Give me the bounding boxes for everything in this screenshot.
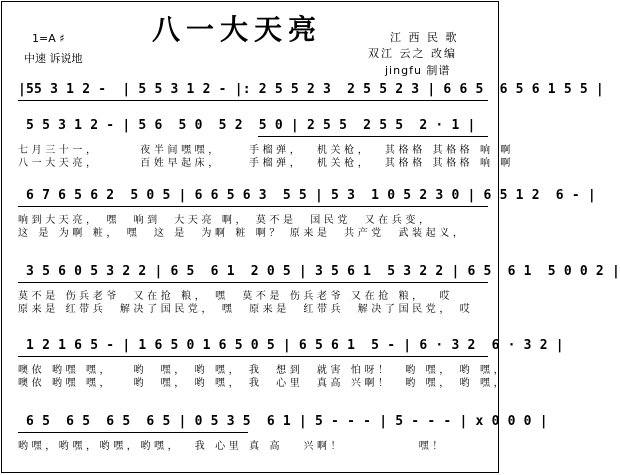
notation-line: 6 7 6 5 6 2 5 0 5 | 6 6 5 6 3 5 5 | 5 3 1 0 5 2 3 0 | 6 5 1 2 6 - | (18, 188, 596, 203)
score-system (18, 118, 515, 170)
beam-underline (18, 100, 488, 101)
notation-line: 5 5 3 1 2 - | 5 6 5 0 5 2 5 0 | 2 5 5 2 5 5 2 · 1 | (18, 118, 476, 133)
beam-underline (18, 432, 248, 433)
beam-underline (258, 136, 488, 137)
beam-underline (18, 282, 488, 283)
credit-transcriber: jingfu 制谱 (385, 64, 451, 77)
notation-line: 1 2 1 6 5 - | 1 6 5 0 1 6 5 0 5 | 6 5 6 1 5 - | 6 · 3 2 6 · 3 2 | (18, 338, 564, 353)
lyrics-verse-1: 七月三十一， 夜半间嘿嘿， 手榴弹， 机关枪， 其格格 其格格 响 啊 (18, 145, 515, 156)
key-signature: 1=A ♯ (32, 32, 65, 45)
beam-underline (18, 206, 488, 207)
lyrics-verse-2: 噢依 哟嘿 嘿， 哟 嘿， 哟 嘿， 我 心里 真高 兴啊！ 哟 嘿， 哟 嘿， (18, 378, 508, 389)
score-system (18, 338, 564, 390)
lyrics-verse-1: 哟嘿，哟嘿，哟嘿，哟嘿， 我 心里 真 高 兴啊！ 嘿！ (18, 441, 446, 452)
lyrics-verse-2: 这 是 为啊 粧， 嘿 这 是 为啊 粧 啊？ 原来是 共产党 武装起义， (18, 228, 467, 239)
lyrics-verse-1: 莫不是 伤兵老爷 又在抢 粮， 嘿 莫不是 伤兵老爷 又在抢 粮， 哎 (18, 291, 453, 302)
score-system (18, 264, 620, 316)
beam-underline (18, 356, 488, 357)
score-system (18, 82, 604, 98)
song-title: 八一大天亮 (152, 13, 323, 46)
credit-origin: 江 西 民 歌 (390, 31, 459, 44)
tempo-marking: 中速 诉说地 (24, 52, 83, 65)
score-system (18, 414, 548, 453)
lyrics-verse-2: 八一大天亮， 百姓早起床， 手榴弹， 机关枪， 其格格 其格格 响 啊 (18, 158, 515, 169)
score-sheet (1, 1, 620, 473)
credit-arranger: 双江 云之 改编 (368, 47, 457, 60)
score-system (18, 188, 596, 240)
notation-line: 3 5 6 0 5 3 2 2 | 6 5 6 1 2 0 5 | 3 5 6 1 5 3 2 2 | 6 5 6 1 5 0 0 2 | (18, 264, 620, 279)
notation-line: |55 3 1 2 - | 5 5 3 1 2 - |: 2 5 5 2 3 2 5 5 2 3 | 6 6 5 6 5 6 1 5 5 | (18, 82, 604, 97)
lyrics-verse-1: 响到大天亮， 嘿 响到 大天亮 啊， 莫不是 国民党 又在兵变， (18, 215, 433, 226)
lyrics-verse-2: 原来是 红带兵 解决了国民党， 嘿 原来是 红带兵 解决了国民党， 哎 (18, 304, 474, 315)
notation-line: 6 5 6 5 6 5 6 5 | 0 5 3 5 6 1 | 5 - - - | 5 - - - | x 0 0 0 | (18, 414, 548, 429)
lyrics-verse-1: 噢依 哟嘿 嘿， 哟 嘿， 哟 嘿， 我 想到 就害 怕呀！ 哟 嘿， 哟 嘿， (18, 365, 508, 376)
